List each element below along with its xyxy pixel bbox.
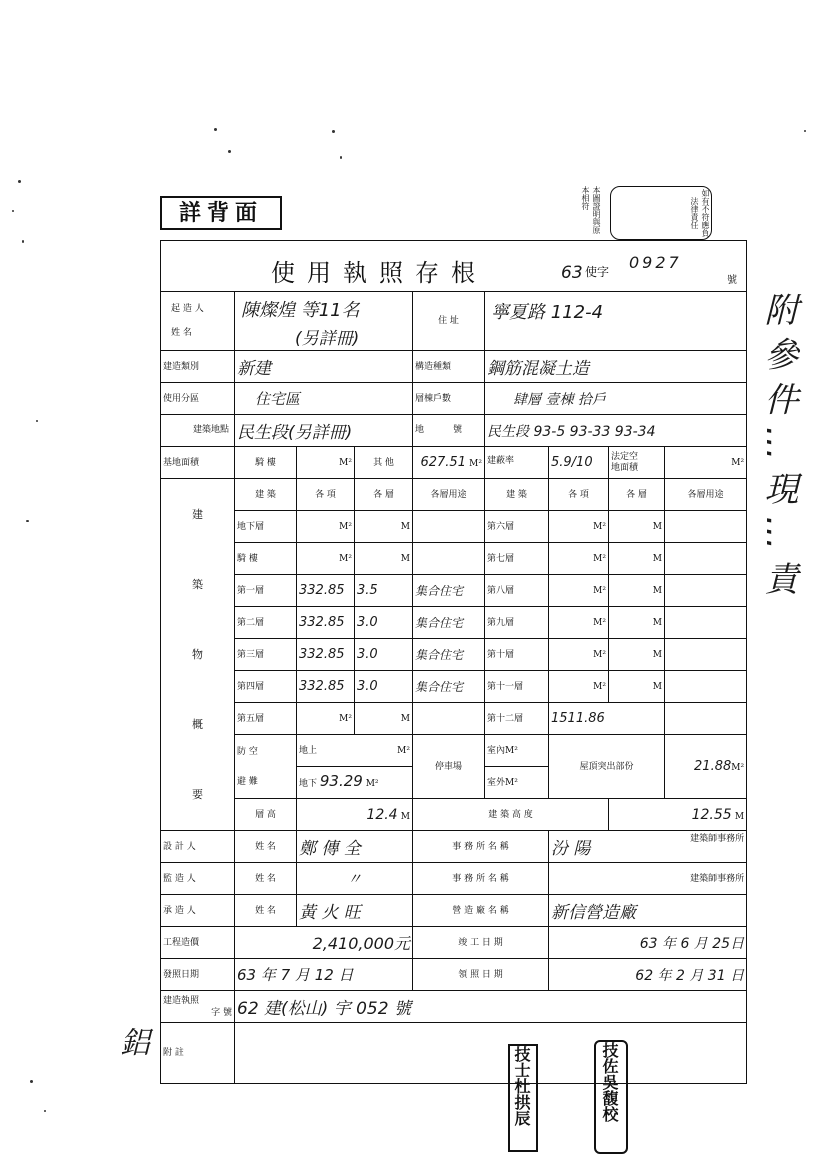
- bldg-side-1: 建: [192, 507, 203, 521]
- shelter-row: 防 空 避 難 地上 M² 停車場 室內M² 屋頂突出部份 21.88M²: [161, 735, 747, 767]
- open-unit: M²: [665, 447, 747, 479]
- head-use-r: 各層用途: [665, 479, 747, 511]
- lot-label-1: 地: [415, 425, 425, 435]
- head-height: 各 層: [355, 479, 413, 511]
- scan-speck: [30, 1080, 33, 1083]
- floor-row: 第二層 332.85 3.0 集合住宅 第九層 M² M: [161, 607, 747, 639]
- scan-speck: [12, 210, 14, 212]
- site-row: [161, 415, 747, 447]
- head-item: 建 築: [235, 479, 297, 511]
- head-use: 各層用途: [413, 479, 485, 511]
- title-row: [161, 241, 747, 292]
- lot-label-2: 號: [453, 425, 463, 435]
- floor-row: 第四層 332.85 3.0 集合住宅 第十一層 M² M: [161, 671, 747, 703]
- supervisor-row: 監 造 人 姓 名 〃 事 務 所 名 稱 建築師事務所: [161, 863, 747, 895]
- bldg-side-2: 築: [192, 577, 203, 591]
- cost-row: 工程造價 2,410,000元 竣 工 日 期 63 年 6 月 25日: [161, 927, 747, 959]
- type-label: 建造類別: [161, 351, 235, 383]
- floor-row: 第三層 332.85 3.0 集合住宅 第十層 M² M: [161, 639, 747, 671]
- floor-row: 第五層 M² M 第十二層 1511.86: [161, 703, 747, 735]
- scan-speck: [332, 130, 335, 133]
- address-label: 住 址: [413, 292, 485, 351]
- area-label: 基地面積: [161, 447, 235, 479]
- floor-row: 地下層 M² M 第六層 M² M: [161, 511, 747, 543]
- scan-speck: [214, 128, 217, 131]
- arcade-label: 騎 樓: [235, 447, 297, 479]
- height-row: 層 高 12.4 M 建 築 高 度 12.55 M: [161, 799, 747, 831]
- builder-label-1: 起 造 人: [171, 304, 204, 314]
- site-value: 民生段(另詳冊): [237, 423, 353, 443]
- floors-value: 肆層 壹棟 拾戶: [513, 391, 606, 408]
- contractor-row: 承 造 人 姓 名 黃 火 旺 營 造 廠 名 稱 新信營造廠: [161, 895, 747, 927]
- detail-stamp: 詳背面: [160, 196, 282, 230]
- total-area: 1511.86: [551, 711, 605, 726]
- zone-value: 住宅區: [255, 390, 301, 408]
- scan-speck: [804, 130, 806, 132]
- scan-speck: [26, 520, 29, 522]
- page-title: 使用執照存根: [271, 259, 487, 287]
- arcade-unit: M²: [297, 447, 355, 479]
- floor-row: 第一層 332.85 3.5 集合住宅 第八層 M² M: [161, 575, 747, 607]
- scan-speck: [340, 156, 342, 159]
- structure-label: 構造種類: [413, 351, 485, 383]
- type-row: [161, 351, 747, 383]
- site-label: 建築地點: [193, 425, 230, 435]
- note-row: 附 註: [161, 1023, 747, 1084]
- scan-speck: [22, 240, 24, 243]
- bldg-side-5: 要: [192, 787, 203, 801]
- open-label-2: 地面積: [611, 462, 639, 473]
- address-value: 寧夏路 112-4: [491, 302, 604, 323]
- lot-value: 民生段 93-5 93-33 93-34: [487, 423, 656, 440]
- official-seal: 本圖證明與原本相符 如有不符應負法律責任: [492, 186, 720, 238]
- builder-row: [161, 292, 747, 351]
- issue-row: 發照日期 63 年 7 月 12 日 領 照 日 期 62 年 2 月 31 日: [161, 959, 747, 991]
- permit-form: [160, 240, 747, 1084]
- other-value: 627.51: [420, 455, 466, 470]
- head-height-r: 各 層: [609, 479, 665, 511]
- head-item-r: 建 築: [485, 479, 549, 511]
- structure-value: 鋼筋混凝土造: [487, 359, 589, 379]
- coverage-label: 建蔽率: [487, 456, 515, 466]
- builder-label-2: 姓 名: [171, 328, 192, 338]
- scan-speck: [18, 180, 21, 183]
- builder-name: 陳燦煌 等11名: [241, 300, 360, 321]
- coverage-value: 5.9/10: [551, 455, 593, 470]
- bldg-side-3: 物: [192, 647, 203, 661]
- margin-note: 附 參 件 … 現 … 責: [758, 292, 798, 595]
- left-note: 鋁: [120, 1026, 150, 1061]
- bldg-side-4: 概: [192, 717, 203, 731]
- scan-speck: [44, 1110, 46, 1112]
- number-prefix: 63: [561, 263, 583, 283]
- head-area: 各 項: [297, 479, 355, 511]
- permit-row: 建造執照 字 號 62 建(松山) 宇 052 號: [161, 991, 747, 1023]
- floor-row: 騎 樓 M² M 第七層 M² M: [161, 543, 747, 575]
- number-value: 0927: [629, 253, 682, 272]
- building-head-row: [161, 479, 747, 511]
- stamp-assistant: 技佐吳馥校: [594, 1040, 628, 1154]
- number-char: 使字: [585, 265, 610, 279]
- stamp-technician: 技士杜拱辰: [508, 1044, 538, 1152]
- open-label-1: 法定空: [611, 451, 639, 462]
- scan-speck: [36, 420, 38, 422]
- area-row: 基地面積 騎 樓 M² 其 他 627.51 M² 建蔽率 5.9/10 法定空 地面積 M²: [161, 447, 747, 479]
- shelter-row-2: 地下 93.29 M² 室外M²: [161, 767, 747, 799]
- builder-sub: (另詳冊): [295, 329, 360, 349]
- scan-speck: [228, 150, 231, 153]
- number-suffix: 號: [727, 275, 737, 286]
- other-label: 其 他: [355, 447, 413, 479]
- floors-label: 層棟戶數: [413, 383, 485, 415]
- head-area-r: 各 項: [549, 479, 609, 511]
- zone-row: [161, 383, 747, 415]
- zone-label: 使用分區: [161, 383, 235, 415]
- designer-row: 設 計 人 姓 名 鄭 傳 全 事 務 所 名 稱 汾 陽 建築師事務所: [161, 831, 747, 863]
- type-value: 新建: [237, 359, 271, 379]
